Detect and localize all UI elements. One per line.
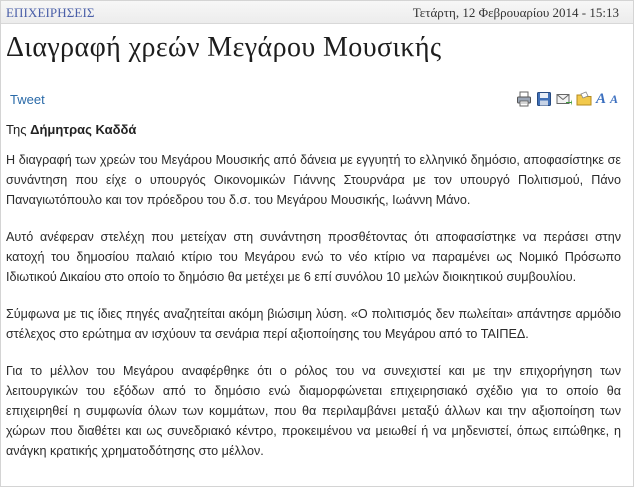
font-increase-icon[interactable]: A (595, 91, 606, 107)
author-name: Δήμητρας Καδδά (30, 122, 137, 137)
article-paragraph: Σύμφωνα με τις ίδιες πηγές αναζητείται ακόμη βιώσιμη λύση. «Ο πολιτισμός δεν πωλείται» απάντησε αρμόδιο στέλεχος στο ερώτημα αν ισχύουν τα σενάρια περί αξιοποίησης του Μεγάρου από το ΤΑΙΠΕΔ. (6, 307, 621, 341)
article-body (6, 150, 621, 478)
font-decrease-icon[interactable]: A (609, 92, 618, 106)
save-icon[interactable] (536, 91, 552, 107)
article-paragraph: Για το μέλλον του Μεγάρου αναφέρθηκε ότι ο ρόλος του να συνεχιστεί και με την επιχορήγηση των λειτουργικών του εξόδων από το δημόσιο ενώ διαμορφώνεται επιχειρησιακό σχέδιο για το οποίο θα επιχειρηθεί η συμφωνία όλων των κομμάτων, που θα περιλαμβάνει μεταξύ άλλων και την αξιοποίηση των χώρων που διαθέτει και ως συνεδριακό κέντρο, προκειμένου να μειωθεί ή να μηδενιστεί, όπως ειπώθηκε, η ανάγκη κρατικής χρηματοδότησης στο μέλλον. (6, 364, 621, 458)
email-icon[interactable] (556, 91, 572, 107)
bookmark-icon[interactable] (576, 91, 592, 107)
article-paragraph: Η διαγραφή των χρεών του Μεγάρου Μουσικής από δάνεια με εγγυητή το ελληνικό δημόσιο, αποφασίστηκε σε συνάντηση που είχε ο υπουργός Οικονομικών Γιάννης Στουρνάρα με τον υπουργό Πολιτισμού, Πάνο Παναγιωτόπουλο και τον πρόεδρου του δ.σ. του Μεγάρου Μουσικής, Ιωάννη Μάνο. (6, 153, 621, 207)
article-paragraph: Αυτό ανέφεραν στελέχη που μετείχαν στη συνάντηση προσθέτοντας ότι αποφασίστηκε να περάσει στην κατοχή του δημοσίου παλαιό κτίριο του Μεγάρου ενώ το νέο κτίριο να παραμένει ως Νομικό Πρόσωπο Ιδιωτικού Δικαίου στο οποίο το δημόσιο θα μετέχει με 6 επί συνόλου 10 μελών διοικητικού συμβουλίου. (6, 230, 621, 284)
publish-date: Τετάρτη, 12 Φεβρουαρίου 2014 - 15:13 (412, 5, 619, 20)
byline-prefix: Της (6, 122, 27, 137)
byline (6, 122, 136, 137)
article-toolbar (516, 90, 618, 108)
tweet-button[interactable]: Tweet (10, 92, 45, 107)
section-label[interactable]: ΕΠΙΧΕΙΡΗΣΕΙΣ (6, 5, 95, 20)
article-header-bar (1, 1, 633, 24)
article-title: Διαγραφή χρεών Μεγάρου Μουσικής (6, 32, 442, 63)
print-icon[interactable] (516, 91, 532, 107)
